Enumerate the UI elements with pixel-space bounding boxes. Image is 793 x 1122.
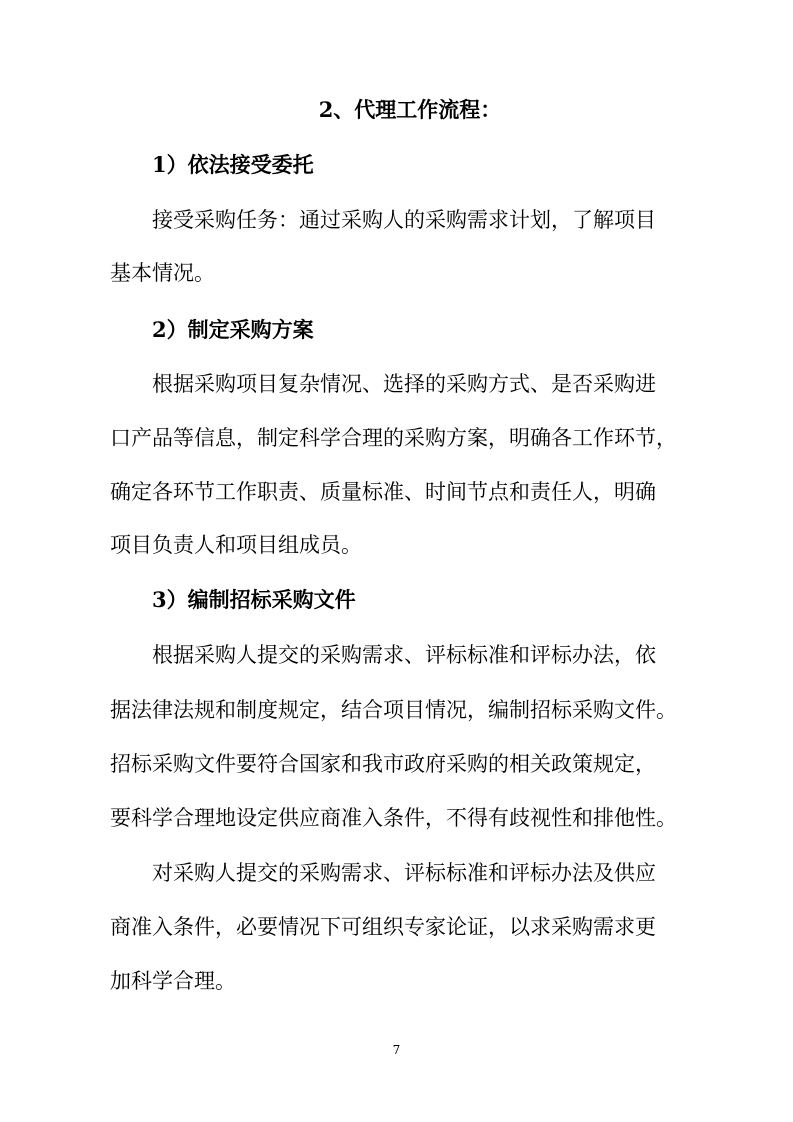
paragraph-line: 接受采购任务：通过采购人的采购需求计划，了解项目 [152,208,656,232]
paragraph-line: 招标采购文件要符合国家和我市政府采购的相关政策规定， [110,752,656,776]
paragraph-line: 根据采购项目复杂情况、选择的采购方式、是否采购进 [152,372,656,396]
page-title: 2、代理工作流程： [318,97,502,122]
paragraph-line: 根据采购人提交的采购需求、评标标准和评标办法，依 [152,643,656,667]
paragraph-line: 要科学合理地设定供应商准入条件，不得有歧视性和排他性。 [110,806,677,830]
paragraph-line: 基本情况。 [110,261,215,285]
section-heading-2: 2）制定采购方案 [152,317,314,342]
paragraph-line: 项目负责人和项目组成员。 [110,533,362,557]
paragraph-line: 商准入条件，必要情况下可组织专家论证，以求采购需求更 [110,915,656,939]
paragraph-line: 口产品等信息，制定科学合理的采购方案，明确各工作环节， [110,426,677,450]
paragraph-line: 对采购人提交的采购需求、评标标准和评标办法及供应 [152,861,656,885]
section-heading-1: 1）依法接受委托 [152,152,314,177]
paragraph-line: 确定各环节工作职责、质量标准、时间节点和责任人，明确 [110,480,656,504]
paragraph-line: 据法律法规和制度规定，结合项目情况，编制招标采购文件。 [110,698,677,722]
paragraph-line: 加科学合理。 [110,969,236,993]
section-heading-3: 3）编制招标采购文件 [152,587,356,612]
page-number: 7 [392,1043,401,1057]
